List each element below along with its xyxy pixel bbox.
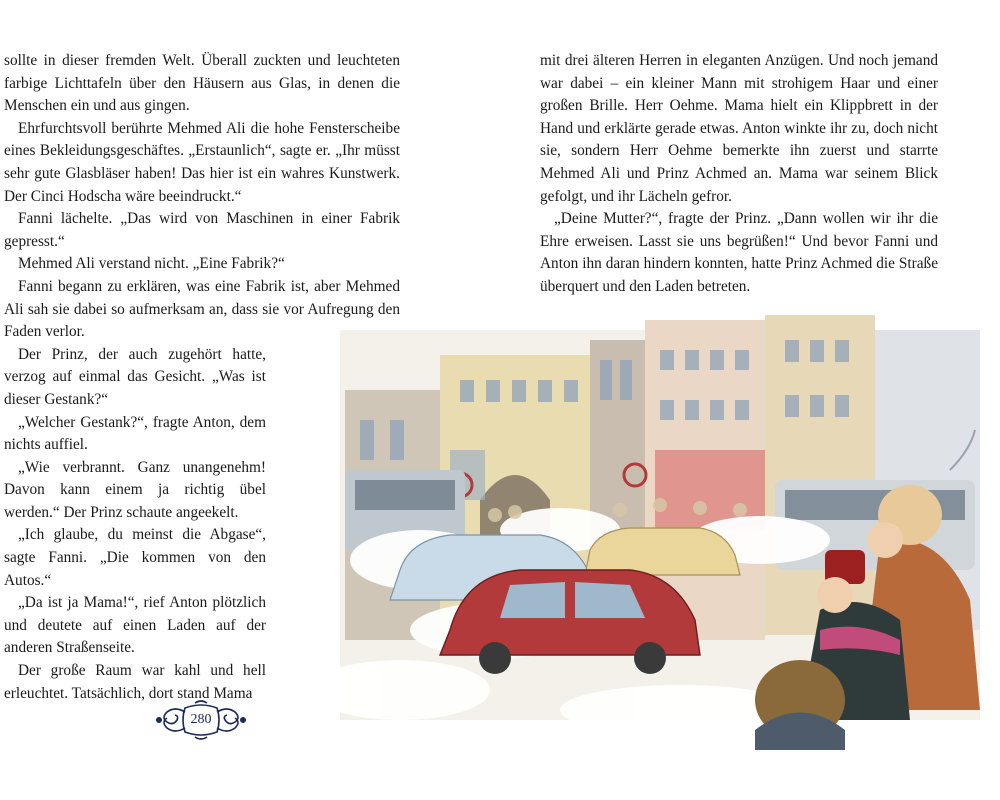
page-number: 280: [190, 712, 212, 727]
paragraph: „Ich glaube, du meinst die Abgase“, sagte Fanni. „Die kommen von den Autos.“: [4, 526, 266, 589]
paragraph: Der große Raum war kahl und hell erleuchtet. Tatsächlich, dort stand Mama: [4, 662, 266, 702]
page-number-ornament: [155, 700, 247, 740]
paragraph: Ehrfurchtsvoll berührte Mehmed Ali die hohe Fensterscheibe eines Bekleidungsgeschäftes. „Erstaunlich“, sagte er. „Ihr müsst sehr gute Glasbläser haben! Das hier ist ein wahres Kunstwerk. Der Cinci Hodscha wäre beeindruckt.“: [4, 119, 400, 205]
paragraph: „Da ist ja Mama!“, rief Anton plötzlich und deutete auf einen Laden auf der anderen Straßenseite.: [4, 594, 266, 657]
paragraph: „Wie verbrannt. Ganz unangenehm! Davon kann einem ja richtig übel werden.“ Der Prinz schaute angeekelt.: [4, 458, 266, 521]
street-scene-illustration: [300, 300, 1000, 750]
paragraph: mit drei älteren Herren in eleganten Anzügen. Und noch jemand war dabei – ein kleiner Mann mit strohigem Haar und einer großen Brille. Herr Oehme. Mama hielt ein Klippbrett in der Hand und erklärte gerade etwas. Anton winkte ihr zu, doch nicht sie, sondern Herr Oehme bemerkte ihn zuerst und starrte Mehmed Ali und Prinz Achmed an. Mama war seinem Blick gefolgt, und ihr Lächeln gefror.: [540, 52, 938, 205]
paragraph: „Welcher Gestank?“, fragte Anton, dem nichts auffiel.: [4, 413, 266, 454]
paragraph: Der Prinz, der auch zugehört hatte, verzog auf einmal das Gesicht. „Was ist dieser Gestank?“: [4, 345, 266, 408]
paragraph: Fanni begann zu erklären, was eine Fabrik ist, aber Mehmed Ali sah sie dabei so aufmerksam an, dass sie vor Aufregung den Faden verlor.: [4, 277, 400, 341]
paragraph: Fanni lächelte. „Das wird von Maschinen in einer Fabrik gepresst.“: [4, 210, 400, 250]
paragraph: Mehmed Ali verstand nicht. „Eine Fabrik?“: [18, 255, 285, 273]
street-illustration-image: [300, 300, 1000, 750]
right-page-text: [540, 50, 938, 299]
paragraph: sollte in dieser fremden Welt. Überall zuckten und leuchteten farbige Lichttafeln über den Häusern aus Glas, in denen die Menschen ein und aus gingen.: [4, 52, 400, 115]
paragraph: „Deine Mutter?“, fragte der Prinz. „Dann wollen wir ihr die Ehre erweisen. Lasst sie uns begrüßen!“ Und bevor Fanni und Anton ihn daran hindern konnten, hatte Prinz Achmed die Straße überquert und den Laden betreten.: [540, 210, 938, 295]
